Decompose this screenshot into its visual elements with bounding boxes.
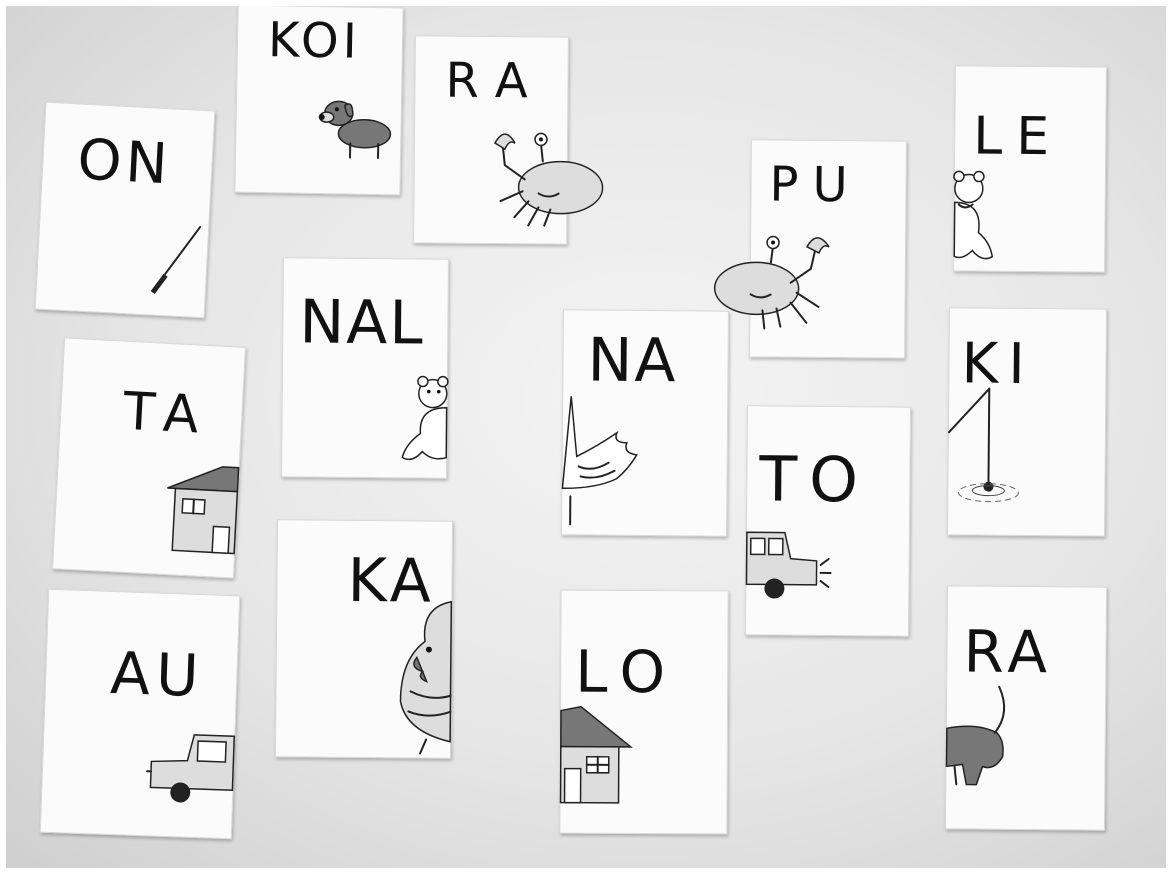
syllable-card-koi[interactable] — [234, 6, 403, 195]
card-syllable: KA — [347, 545, 436, 617]
card-syllable: AU — [109, 638, 206, 711]
card-syllable: TA — [121, 381, 213, 447]
syllable-card-ki[interactable] — [947, 307, 1107, 536]
syllable-card-ra-dog[interactable] — [945, 585, 1107, 830]
card-syllable: RA — [963, 617, 1054, 687]
syllable-card-le[interactable] — [953, 65, 1107, 272]
card-syllable: KI — [961, 331, 1036, 398]
syllable-card-na[interactable] — [561, 309, 729, 536]
whiteboard — [6, 6, 1166, 868]
card-syllable: ON — [75, 127, 174, 198]
card-syllable: LE — [973, 106, 1064, 168]
syllable-card-ta[interactable] — [52, 337, 246, 578]
card-syllable: NAL — [299, 287, 426, 359]
card-syllable: RA — [445, 52, 547, 110]
syllable-card-pu[interactable] — [749, 139, 907, 358]
fishing-line-icon — [948, 378, 1039, 519]
fishing-rod-icon — [144, 220, 208, 303]
dog-icon — [316, 83, 397, 164]
crab-icon — [750, 222, 831, 333]
rooster-icon — [562, 396, 643, 527]
syllable-card-lo[interactable] — [559, 590, 728, 835]
car-icon — [746, 524, 837, 605]
syllable-card-on[interactable] — [35, 102, 216, 319]
syllable-card-ka[interactable] — [275, 519, 453, 759]
teddy-bear-icon — [954, 166, 1005, 266]
syllable-card-au[interactable] — [40, 589, 240, 840]
card-syllable: PU — [769, 156, 862, 214]
dog-icon — [946, 686, 1017, 797]
crab-icon — [494, 117, 567, 228]
teddy-bear-icon — [396, 371, 447, 471]
syllable-card-to[interactable] — [745, 405, 911, 636]
syllable-card-nal[interactable] — [281, 257, 449, 478]
card-syllable: LO — [575, 637, 680, 707]
house-icon — [561, 707, 642, 807]
card-syllable: TO — [759, 442, 871, 517]
house-icon — [163, 464, 238, 568]
rooster-icon — [396, 601, 451, 751]
car-icon — [146, 727, 235, 810]
syllable-card-ra-crab[interactable] — [413, 35, 569, 244]
card-syllable: NA — [587, 325, 678, 397]
card-syllable: KOI — [267, 12, 362, 70]
